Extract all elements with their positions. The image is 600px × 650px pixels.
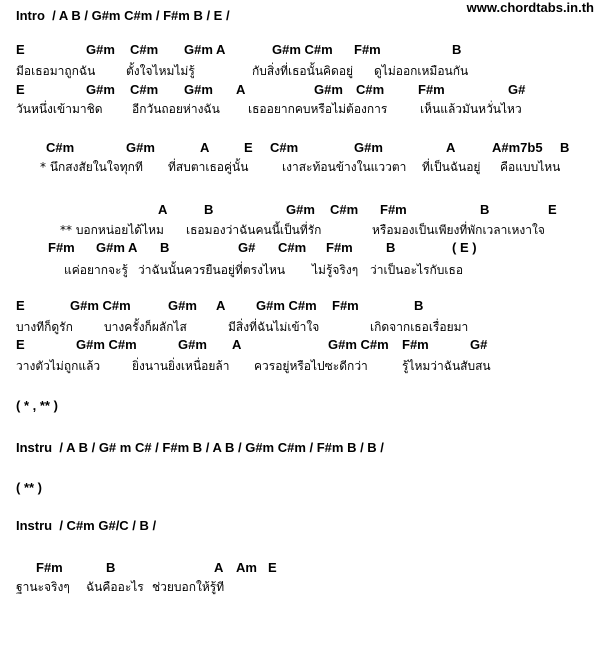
verse2-lyrics-2 [0, 357, 600, 373]
chord: A [214, 560, 224, 575]
repeat-marker-1: ( * , ** ) [16, 398, 58, 413]
chorus-chords-1 [0, 140, 600, 156]
chord: B [204, 202, 214, 217]
chord: B [386, 240, 396, 255]
chord: F#m [332, 298, 359, 313]
chord: C#m [46, 140, 75, 155]
chord: G#m [168, 298, 197, 313]
chord: A [158, 202, 168, 217]
lyric: คือแบบไหน [500, 160, 561, 174]
chord: G#m [178, 337, 207, 352]
lyric: ช่วยบอกให้รู้ที [152, 580, 225, 594]
repeat-marker-2: ( ** ) [16, 480, 42, 495]
chord: A [236, 82, 246, 97]
lyric: แค่อยากจะรู้ [64, 263, 128, 277]
instru-line-1: Instru / A B / G# m C# / F#m B / A B / G#m C#m / F#m B / B / [16, 440, 384, 455]
chord: F#m [402, 337, 429, 352]
chord: B [414, 298, 424, 313]
verse2-chords-2 [0, 337, 600, 353]
chord: F#m [48, 240, 75, 255]
verse1-chords-1 [0, 42, 600, 58]
chord: G#m [286, 202, 315, 217]
lyric: ตั้งใจไหมไม่รู้ [126, 64, 195, 78]
verse1-lyrics-2 [0, 100, 600, 116]
chord: A [232, 337, 242, 352]
lyric: วันหนึ่งเข้ามาชิด [16, 102, 103, 116]
chord: G#m [86, 42, 115, 57]
chord: B [560, 140, 570, 155]
lyric: วางตัวไม่ถูกแล้ว [16, 359, 101, 373]
chord: G# [238, 240, 256, 255]
chord: C#m [130, 42, 159, 57]
outro-chords-1 [0, 560, 600, 576]
lyric: ** บอกหน่อยได้ไหม [60, 223, 164, 237]
chord: A [200, 140, 210, 155]
chord: G#m [354, 140, 383, 155]
chorus-lyrics-1 [0, 158, 600, 174]
chord: E [16, 337, 25, 352]
lyric: หรือมองเป็นเพียงที่พักเวลาเหงาใจ [372, 223, 545, 237]
lyric: รู้ไหมว่าฉันสับสน [402, 359, 491, 373]
chord: A#m7b5 [492, 140, 543, 155]
lyric: บางครั้งก็ผลักไส [104, 320, 187, 334]
verse1-lyrics-1 [0, 62, 600, 78]
lyric: เห็นแล้วมันหวั่นไหว [420, 102, 522, 116]
chord: F#m [380, 202, 407, 217]
site-watermark: www.chordtabs.in.th [466, 0, 594, 15]
intro-line: Intro / A B / G#m C#m / F#m B / E / [16, 8, 230, 23]
chord: E [16, 82, 25, 97]
chord: A [446, 140, 456, 155]
hook-chords-2 [0, 240, 600, 256]
chord: G#m [126, 140, 155, 155]
chord: E [268, 560, 277, 575]
chord: F#m [354, 42, 381, 57]
chord: B [452, 42, 462, 57]
chord: G#m C#m [272, 42, 333, 57]
chord: ( E ) [452, 240, 477, 255]
lyric: เงาสะท้อนข้างในแววตา [282, 160, 407, 174]
chord: F#m [326, 240, 353, 255]
lyric: กับสิ่งที่เธอนั้นคิดอยู่ [252, 64, 354, 78]
chord: Am [236, 560, 257, 575]
lyric: ฐานะจริงๆ [16, 580, 70, 594]
hook-lyrics-2 [0, 261, 600, 277]
chord: G#m A [184, 42, 226, 57]
lyric: ยิ่งนานยิ่งเหนื่อยล้า [132, 359, 230, 373]
chord: C#m [330, 202, 359, 217]
lyric: ควรอยู่หรือไปซะดีกว่า [254, 359, 368, 373]
chord: E [16, 298, 25, 313]
chord: G# [508, 82, 526, 97]
chord: C#m [278, 240, 307, 255]
lyric: ที่เป็นฉันอยู่ [422, 160, 481, 174]
lyric: เธออยากคบหรือไม่ต้องการ [248, 102, 388, 116]
chord: F#m [418, 82, 445, 97]
lyric: อีกวันถอยห่างฉัน [132, 102, 220, 116]
chord: F#m [36, 560, 63, 575]
hook-lyrics-1 [0, 221, 600, 237]
lyric: * นึกสงสัยในใจทุกที [40, 160, 143, 174]
chord: E [16, 42, 25, 57]
chord: C#m [356, 82, 385, 97]
chord: C#m [270, 140, 299, 155]
chord: G#m C#m [256, 298, 317, 313]
chord: B [106, 560, 116, 575]
chord: G#m C#m [76, 337, 137, 352]
lyric: ว่าเป็นอะไรกับเธอ [370, 263, 464, 277]
chord: G#m C#m [328, 337, 389, 352]
lyric: ดูไม่ออกเหมือนกัน [374, 64, 469, 78]
chord: C#m [130, 82, 159, 97]
chord: G#m C#m [70, 298, 131, 313]
lyric: บางทีก็ดูรัก [16, 320, 73, 334]
lyric: ที่สบตาเธอคู่นั้น [168, 160, 249, 174]
lyric: ฉันคืออะไร [86, 580, 144, 594]
lyric: ว่าฉันนั้นควรยืนอยู่ที่ตรงไหน [138, 263, 286, 277]
chord: E [548, 202, 557, 217]
chord: B [160, 240, 170, 255]
hook-chords-1 [0, 202, 600, 218]
chord: A [216, 298, 226, 313]
chord: G#m [314, 82, 343, 97]
outro-lyrics-1 [0, 578, 600, 594]
lyric: ไม่รู้จริงๆ [312, 263, 359, 277]
lyric: เธอมองว่าฉันคนนี้เป็นที่รัก [186, 223, 322, 237]
lyric: มีอเธอมาถูกฉัน [16, 64, 96, 78]
verse2-lyrics-1 [0, 318, 600, 334]
chord: G#m A [96, 240, 138, 255]
lyric: มีสิ่งที่ฉันไม่เข้าใจ [228, 320, 320, 334]
lyric: เกิดจากเธอเรื่อยมา [370, 320, 469, 334]
verse2-chords-1 [0, 298, 600, 314]
verse1-chords-2 [0, 82, 600, 98]
chord: G#m [86, 82, 115, 97]
chord: G#m [184, 82, 213, 97]
chord: G# [470, 337, 488, 352]
chord: B [480, 202, 490, 217]
chord: E [244, 140, 253, 155]
instru-line-2: Instru / C#m G#/C / B / [16, 518, 157, 533]
